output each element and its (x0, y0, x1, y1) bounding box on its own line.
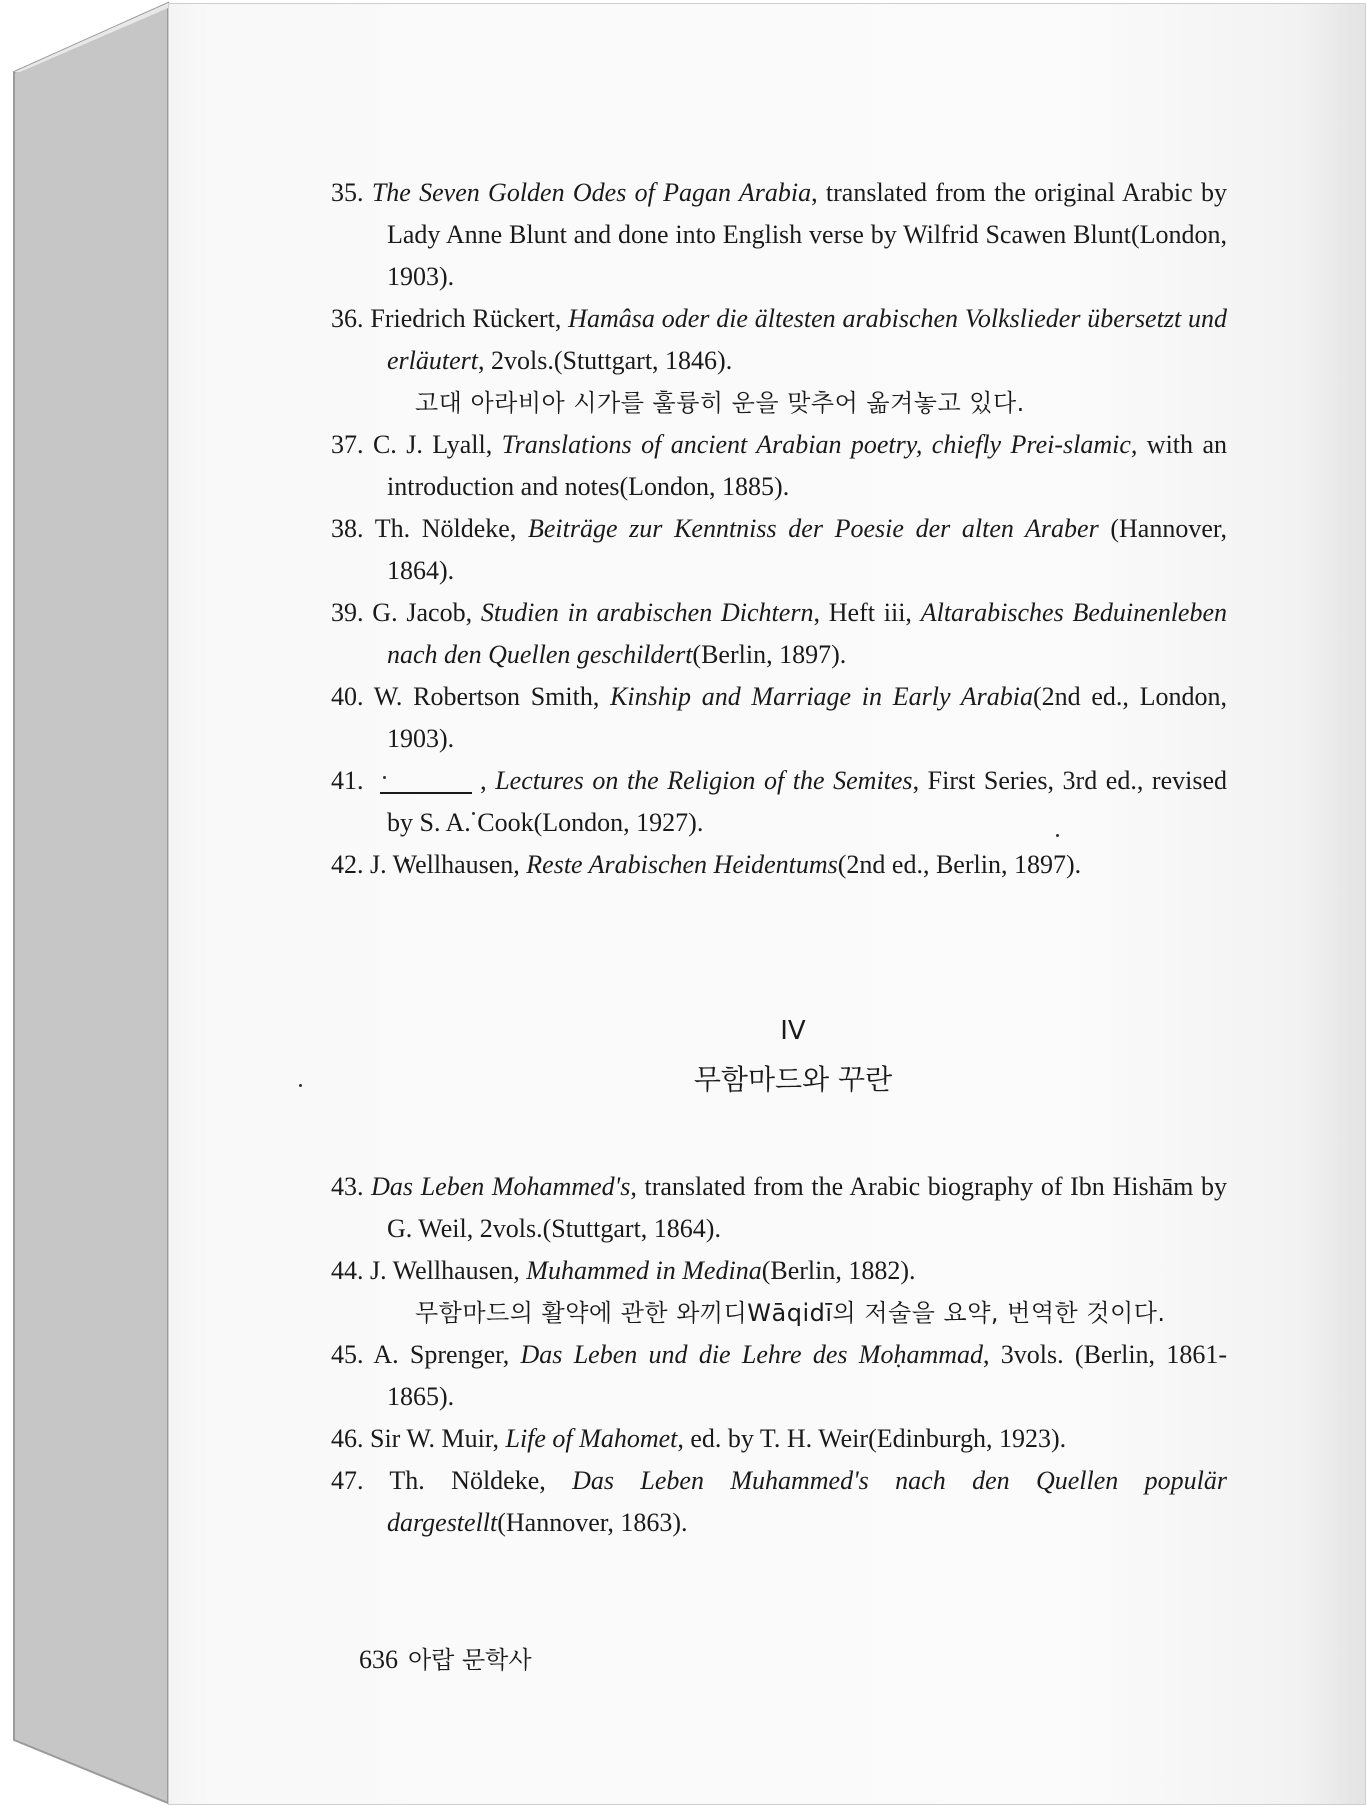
entry-text (331, 760, 1228, 844)
work-title: The Seven Golden Odes of Pagan Arabia (371, 178, 812, 207)
entry-number: 46. (331, 1424, 364, 1453)
work-title: Studien in arabischen Dichtern (480, 598, 814, 627)
ditto-blank-line (380, 772, 472, 794)
entry-text (331, 172, 1227, 298)
work-title: Beiträge zur Kenntniss der Poesie der alten Araber (527, 514, 1099, 543)
citation-text: , Heft iii, (813, 598, 921, 627)
citation-text: , translated from the original Arabic by Lady Anne Blunt and done into English verse by Wilfrid Scawen Blunt(London, 1903). (387, 178, 1227, 291)
citation-text: , ed. by T. H. Weir(Edinburgh, 1923). (677, 1424, 1067, 1453)
work-title: Life of Mahomet (505, 1424, 678, 1453)
entry-number: 35. (331, 178, 364, 207)
citation-text: , First Series, 3rd ed., revised by S. A. Cook(London, 1927). (387, 766, 1228, 837)
entry-number: 36. (331, 304, 364, 333)
entry-number: 44. (331, 1256, 364, 1285)
entry-number: 42. (331, 850, 364, 879)
bibliography-entry (331, 1166, 1227, 1250)
citation-text: J. Wellhausen, (370, 850, 527, 879)
citation-text: Friedrich Rückert, (370, 304, 569, 333)
citation-text: J. Wellhausen, (370, 1256, 527, 1285)
page-number: 636 (359, 1645, 398, 1674)
work-title: Lectures on the Religion of the Semites (495, 766, 913, 795)
entry-number: 37. (331, 430, 364, 459)
citation-text: (Hannover, 1864). (387, 514, 1228, 585)
section-title: 무함마드와 꾸란 (693, 1063, 893, 1096)
citation-text: , 2vols.(Stuttgart, 1846). (478, 346, 733, 375)
citation-text: Th. Nöldeke, (374, 514, 528, 543)
work-title: Muhammed in Medina (526, 1256, 762, 1285)
section-number: IV (780, 1016, 806, 1046)
entry-text (331, 1418, 1227, 1460)
entry-text (331, 1250, 1227, 1292)
citation-text: G. Jacob, (372, 598, 481, 627)
bibliography-entry (331, 592, 1227, 676)
citation-text: Sir W. Muir, (370, 1424, 506, 1453)
work-title: Translations of ancient Arabian poetry, chiefly Prei-slamic, (501, 430, 1138, 459)
entry-text (331, 1166, 1227, 1250)
work-title: Kinship and Marriage in Early Arabia (610, 682, 1033, 711)
citation-text: Th. Nöldeke, (389, 1466, 573, 1495)
entry-number: 38. (331, 514, 364, 543)
bibliography-entry (331, 676, 1227, 760)
citation-text: , translated from the Arabic biography of Ibn Hishām by G. Weil, 2vols.(Stuttgart, 1864). (387, 1172, 1227, 1243)
citation-text: (Berlin, 1882). (761, 1256, 916, 1285)
citation-text: , (480, 766, 496, 795)
bibliography-entry (331, 424, 1227, 508)
entry-number: 43. (331, 1172, 364, 1201)
citation-text: C. J. Lyall, (372, 430, 502, 459)
bibliography-content (331, 172, 1228, 1544)
bibliography-entry (331, 1334, 1227, 1418)
entry-text (331, 676, 1227, 760)
citation-text: (2nd ed., Berlin, 1897). (837, 850, 1082, 879)
citation-text: W. Robertson Smith, (373, 682, 611, 711)
entry-annotation: 고대 아라비아 시가를 훌륭히 운을 맞추어 옮겨놓고 있다. (415, 389, 1025, 417)
entry-number: 40. (331, 682, 364, 711)
bibliography-entry (331, 1418, 1227, 1460)
citation-text: (2nd ed., London, 1903). (387, 682, 1227, 753)
entry-text (331, 1334, 1227, 1418)
entry-text (331, 592, 1227, 676)
page-footer (359, 1640, 532, 1675)
entry-text (331, 844, 1227, 886)
citation-text: , 3vols. (Berlin, 1861-1865). (387, 1340, 1227, 1411)
work-title: Das Leben Muhammed's nach den Quellen populär dargestellt (387, 1466, 1228, 1537)
book-spine (0, 0, 175, 1806)
bibliography-entry (331, 844, 1227, 886)
entry-annotation: 무함마드의 활약에 관한 와끼디Wāqidī의 저술을 요약, 번역한 것이다. (415, 1299, 1166, 1327)
work-title: Altarabisches Beduinenleben nach den Quellen geschildert (387, 598, 1227, 669)
citation-text: with an introduction and notes(London, 1885). (387, 430, 1227, 501)
entry-text (331, 508, 1228, 592)
bibliography-entry (331, 1460, 1228, 1544)
entry-number: 47. (331, 1466, 364, 1495)
bibliography-entry (331, 298, 1228, 424)
work-title: Das Leben Mohammed's (371, 1172, 631, 1201)
bibliography-entry (331, 760, 1228, 844)
work-title: Reste Arabischen Heidentums (526, 850, 838, 879)
book-page (168, 3, 1366, 1805)
running-title: 아랍 문학사 (408, 1646, 532, 1674)
citation-text: A. Sprenger, (373, 1340, 521, 1369)
bibliography-entry (331, 172, 1227, 298)
entry-text (331, 424, 1227, 508)
bibliography-list-part-2 (331, 1166, 1228, 1544)
scan-speck (299, 1084, 302, 1087)
entry-text (331, 1460, 1228, 1544)
citation-text: (Berlin, 1897). (692, 640, 847, 669)
bibliography-list-part-1 (331, 172, 1228, 886)
entry-number: 39. (331, 598, 364, 627)
entry-number: 41. (331, 766, 364, 795)
work-title: Das Leben und die Lehre des Moḥammad (520, 1340, 983, 1369)
bibliography-entry (331, 508, 1228, 592)
entry-number: 45. (331, 1340, 364, 1369)
section-heading (359, 1014, 1227, 1100)
bibliography-entry (331, 1250, 1227, 1334)
entry-text (331, 298, 1228, 382)
citation-text: (Hannover, 1863). (497, 1508, 688, 1537)
work-title: Hamâsa oder die ältesten arabischen Volkslieder übersetzt und erläutert (387, 304, 1228, 375)
